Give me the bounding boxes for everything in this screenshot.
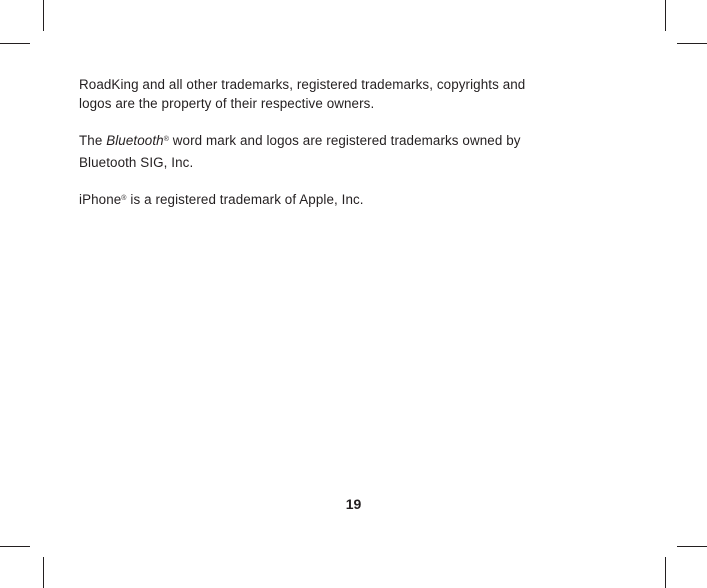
crop-mark-top-left-vertical: [43, 0, 44, 31]
crop-mark-bottom-left-vertical: [43, 557, 44, 588]
bluetooth-prefix: The: [79, 133, 107, 148]
crop-mark-top-left-horizontal: [0, 43, 30, 44]
iphone-brand: iPhone: [79, 192, 122, 207]
crop-mark-bottom-right-horizontal: [677, 546, 707, 547]
bluetooth-registered-mark: ®: [163, 136, 169, 143]
crop-mark-bottom-left-horizontal: [0, 546, 30, 547]
iphone-paragraph: [79, 190, 559, 212]
trademarks-line-1: RoadKing and all other trademarks, registered trademarks, copyrights and: [79, 77, 526, 92]
iphone-rest: is a registered trademark of Apple, Inc.: [126, 192, 364, 207]
crop-mark-top-right-vertical: [665, 0, 666, 31]
bluetooth-line-1-rest: word mark and logos are registered trademarks owned by: [168, 133, 521, 148]
page-number: 19: [345, 496, 362, 512]
bluetooth-line-2: Bluetooth SIG, Inc.: [79, 155, 194, 170]
bluetooth-brand: Bluetooth: [106, 133, 164, 148]
bluetooth-paragraph: [79, 131, 559, 172]
iphone-registered-mark: ®: [121, 195, 127, 202]
iphone-line: [79, 190, 559, 212]
trademarks-paragraph: [79, 75, 559, 113]
bluetooth-line-1: [79, 131, 559, 153]
trademarks-line-2: logos are the property of their respective owners.: [79, 96, 375, 111]
crop-mark-top-right-horizontal: [677, 43, 707, 44]
legal-notices: [79, 75, 559, 230]
crop-mark-bottom-right-vertical: [665, 557, 666, 588]
